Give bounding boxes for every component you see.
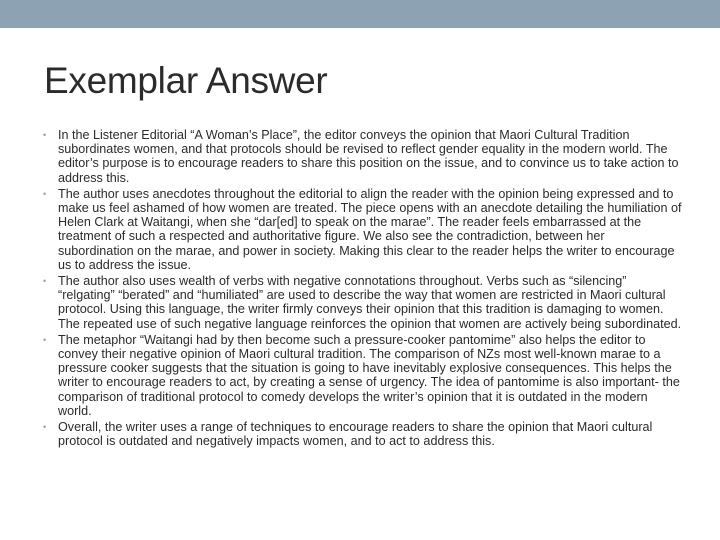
bullet-text: In the Listener Editorial “A Woman’s Place”, the editor conveys the opinion that Maori Cultural Tradition subordinates women, and that protocols should be revised to reflect gender equality in the modern world. The editor’s purpose is to encourage readers to share this position on the issue, and to convince us to take action to address this.	[58, 128, 679, 185]
bullet-text: Overall, the writer uses a range of techniques to encourage readers to share the opinion that Maori cultural protocol is outdated and negatively impacts women, and to act to address this.	[58, 420, 653, 449]
bullet-dot-icon: •	[43, 422, 47, 433]
bullet-text: The author uses anecdotes throughout the editorial to align the reader with the opinion being expressed and to make us feel ashamed of how women are treated. The piece opens with an anecdote detailing the humiliation of Helen Clark at Waitangi, when she “dar[ed] to speak on the marae”. The reader feels embarrassed at the treatment of such a respected and authoritative figure. We also see the contradiction, between her subordination on the marae, and power in society. Making this clear to the reader helps the writer to encourage us to address the issue.	[58, 186, 682, 272]
bullet-text: The author also uses wealth of verbs with negative connotations throughout. Verbs such as “silencing” “relgating” “berated” and “humiliated” are used to describe the way that women are restricted in Maori cultural protocol. Using this language, the writer firmly conveys their opinion that this tradition is damaging to women. The repeated use of such negative language reinforces the opinion that women are actively being subordinated.	[58, 274, 682, 331]
bullet-item	[43, 420, 683, 448]
bullet-dot-icon: •	[43, 334, 47, 345]
bullet-item	[43, 274, 683, 331]
bullet-dot-icon: •	[43, 276, 47, 287]
bullet-item	[43, 128, 683, 185]
bullet-dot-icon: •	[43, 130, 47, 140]
bullet-item	[43, 333, 683, 418]
bullet-list	[43, 128, 683, 450]
bullet-dot-icon: •	[43, 188, 47, 199]
top-accent-bar	[0, 0, 720, 28]
bullet-text: The metaphor “Waitangi had by then become such a pressure-cooker pantomime” also helps the editor to convey their negative opinion of Maori cultural tradition. The comparison of NZs most well-known marae to a pressure cooker suggests that the situation is going to have inevitably explosive consequences. This helps the writer to encourage readers to act, by creating a sense of urgency. The idea of pantomime is also important- the comparison of traditional protocol to comedy develops the writer’s opinion that it is outdated in the modern world.	[58, 332, 680, 418]
slide-title: Exemplar Answer	[44, 60, 328, 101]
bullet-item	[43, 187, 683, 272]
